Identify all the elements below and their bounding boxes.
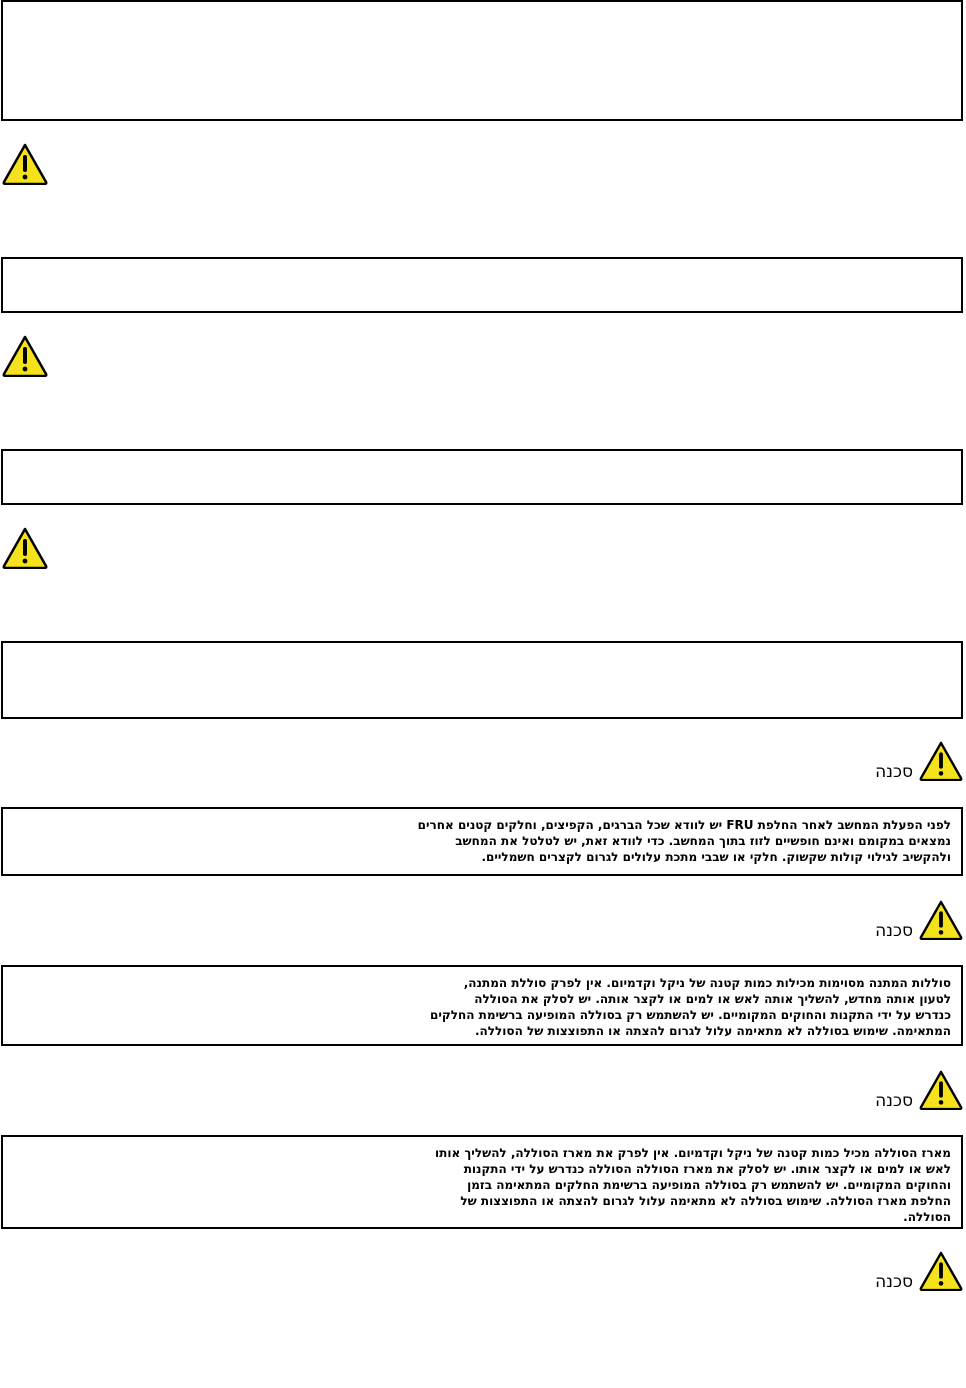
danger-notice-box [1,965,963,1046]
notice-box-2 [1,257,963,313]
danger-notice-box [1,1135,963,1229]
text-line: כנדרש על ידי התקנות והחוקים המקומיים. יש להשתמש רק בסוללה המופיעה ברשימת החלקים [429,1008,951,1022]
warning-triangle-icon [2,527,48,569]
danger-label: סכנה [875,1091,913,1111]
danger-heading [875,900,963,940]
text-line: מארז הסוללה מכיל כמות קטנה של ניקל וקדמיום. אין לפרק את מארז הסוללה, להשליך אותו [435,1146,951,1160]
danger-notice-box [1,807,963,876]
danger-notice-text [401,1145,951,1225]
text-line: לטעון אותה מחדש, להשליך אותה לאש או למים או לקצר אותה. יש לסלק את הסוללה [474,992,951,1006]
notice-box-3 [1,449,963,505]
text-line: סוללות המתנה מסוימות מכילות כמות קטנה של ניקל וקדמיום. אין לפרק סוללת המתנה, [463,976,951,990]
danger-heading [875,741,963,781]
warning-triangle-icon [919,741,963,781]
danger-label: סכנה [875,921,913,941]
text-line: נמצאים במקומם ואינם חופשיים לזוז בתוך המחשב. כדי לוודא זאת, יש לטלטל את המחשב [455,834,951,848]
text-line: החלפת מארז הסוללה. שימוש בסוללה לא מתאימה עלול לגרום להצתה או התפוצצות של [460,1194,951,1208]
warning-triangle-icon [919,900,963,940]
warning-triangle-icon [919,1070,963,1110]
warning-triangle-icon [2,143,48,185]
text-line: הסוללה. [903,1210,951,1224]
danger-label: סכנה [875,1272,913,1292]
notice-box-4 [1,641,963,719]
danger-label: סכנה [875,762,913,782]
text-line: לאש או למים או לקצר אותו. יש לסלק את מארז הסוללה הסוללה כנדרש על ידי התקנות [463,1162,951,1176]
text-line: לפני הפעלת המחשב לאחר החלפת FRU יש לוודא שכל הברגים, הקפיצים, וחלקים קטנים אחרים [417,818,951,832]
warning-triangle-icon [2,335,48,377]
danger-heading [875,1251,963,1291]
danger-heading [875,1070,963,1110]
warning-triangle-icon [919,1251,963,1291]
danger-notice-text [401,817,951,865]
text-line: המתאימה. שימוש בסוללה לא מתאימה עלול לגרום להצתה או התפוצצות של הסוללה. [474,1024,951,1038]
notice-box-1 [1,0,963,121]
text-line: ולהקשיב לגילוי קולות שקשוק. חלקי או שבבי מתכת עלולים לגרום לקצרים חשמליים. [481,850,951,864]
text-line: והחוקים המקומיים. יש להשתמש רק בסוללה המופיעה ברשימת החלקים המתאימה בזמן [467,1178,951,1192]
danger-notice-text [401,975,951,1039]
